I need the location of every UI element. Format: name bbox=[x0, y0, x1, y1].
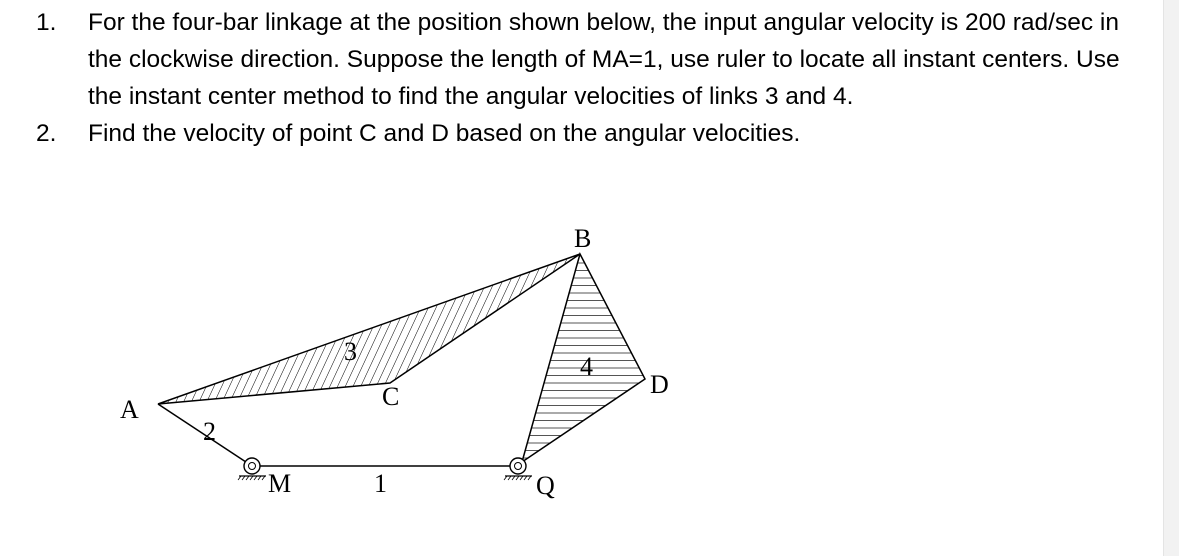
label-point-d: D bbox=[650, 370, 669, 399]
pivot-m bbox=[238, 458, 266, 480]
problem-1-number: 1. bbox=[36, 9, 57, 36]
label-point-b: B bbox=[574, 224, 592, 253]
label-point-a: A bbox=[120, 395, 139, 424]
label-link-4: 4 bbox=[580, 352, 593, 381]
label-link-2: 2 bbox=[203, 417, 216, 446]
label-link-3: 3 bbox=[344, 337, 357, 366]
label-point-c: C bbox=[382, 382, 400, 411]
problem-2-text: Find the velocity of point C and D based on the angular velocities. bbox=[88, 120, 801, 147]
label-point-q: Q bbox=[536, 471, 555, 500]
pivot-q bbox=[504, 458, 532, 480]
label-point-m: M bbox=[268, 469, 292, 498]
problem-1-text: For the four-bar linkage at the position shown below, the input angular velocity is 200 rad/sec in the clockwise direction. Suppose the length of MA=1, use ruler to locate all instant centers. Use the instant center method to find the angular velocities of links 3 and 4. bbox=[88, 9, 1120, 110]
problem-2-number: 2. bbox=[36, 120, 57, 147]
coupler-link-3 bbox=[158, 254, 580, 404]
label-link-1: 1 bbox=[374, 469, 387, 498]
